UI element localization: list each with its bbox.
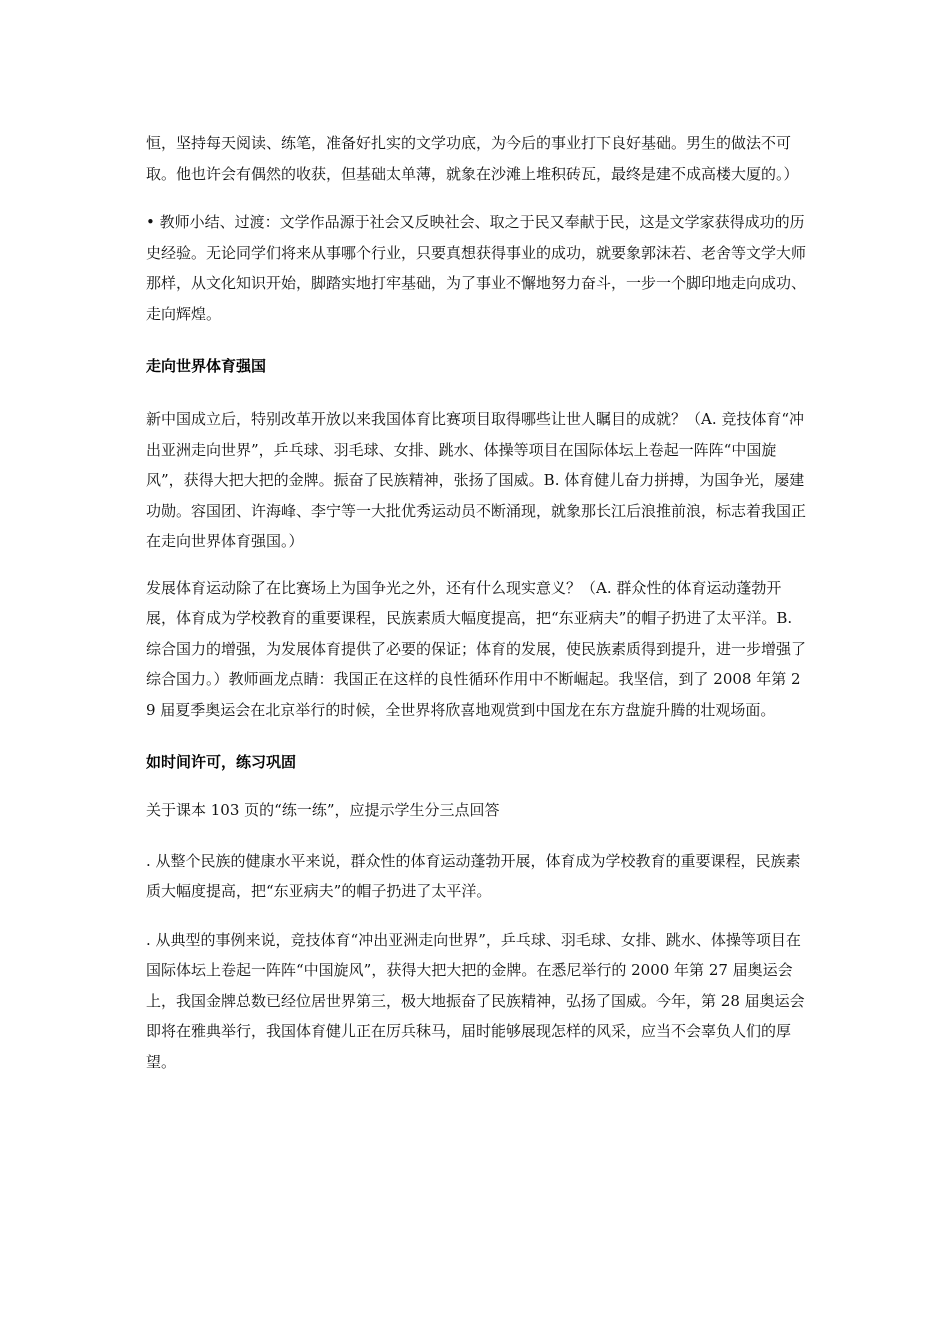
sports-significance-paragraph: 发展体育运动除了在比赛场上为国争光之外，还有什么现实意义？（A. 群众性的体育运动蓬勃开展，体育成为学校教育的重要课程，民族素质大幅度提高，把“东亚病夫”的帽子扔进了太平洋。B. 综合国力的增强，为发展体育提供了必要的保证；体育的发展，使民族素质得到提升，进一步增强了综合国力。）教师画龙点睛：我国正在这样的良性循环作用中不断崛起。我坚信，到了 2008 年第 29 届夏季奥运会在北京举行的时候，全世界将欣喜地观赏到中国龙在东方盘旋升腾的壮观场面。	[146, 578, 807, 719]
sports-achievements-paragraph: 新中国成立后，特别改革开放以来我国体育比赛项目取得哪些让世人瞩目的成就？（A. 竞技体育“冲出亚洲走向世界”，乒乓球、羽毛球、女排、跳水、体操等项目在国际体坛上卷起一阵阵“中国旋风”，获得大把大把的金牌。振奋了民族精神，张扬了国威。B. 体育健儿奋力拼搏，为国争光，屡建功勋。容国团、许海峰、李宁等一大批优秀运动员不断涌现，就象那长江后浪推前浪，标志着我国正在走向世界体育强国。）	[146, 410, 807, 550]
section-heading-sports: 走向世界体育强国	[146, 357, 267, 375]
practice-point-2: . 从典型的事例来说，竞技体育“冲出亚洲走向世界”，乒乓球、羽毛球、女排、跳水、体操等项目在国际体坛上卷起一阵阵“中国旋风”，获得大把大把的金牌。在悉尼举行的 2000 年第 27 届奥运会上，我国金牌总数已经位居世界第三，极大地振奋了民族精神，弘扬了国威。今年，第 28 届奥运会即将在雅典举行，我国体育健儿正在厉兵秣马，届时能够展现怎样的风采，应当不会辜负人们的厚望。	[146, 930, 805, 1071]
teacher-summary-paragraph: • 教师小结、过渡：文学作品源于社会又反映社会、取之于民又奉献于民，这是文学家获得成功的历史经验。无论同学们将来从事哪个行业，只要真想获得事业的成功，就要象郭沫若、老舍等文学大师那样，从文化知识开始，脚踏实地打牢基础，为了事业不懈地努力奋斗，一步一个脚印地走向成功、走向辉煌。	[146, 213, 807, 323]
practice-intro-paragraph: 关于课本 103 页的“练一练”，应提示学生分三点回答	[146, 801, 500, 819]
practice-point-1: . 从整个民族的健康水平来说，群众性的体育运动蓬勃开展，体育成为学校教育的重要课程，民族素质大幅度提高，把“东亚病夫”的帽子扔进了太平洋。	[146, 851, 801, 900]
document-body	[146, 128, 806, 1077]
intro-paragraph: 恒，坚持每天阅读、练笔，准备好扎实的文学功底，为今后的事业打下良好基础。男生的做法不可取。他也许会有偶然的收获，但基础太单薄，就象在沙滩上堆积砖瓦，最终是建不成高楼大厦的。）	[146, 134, 799, 183]
section-heading-practice: 如时间许可，练习巩固	[146, 753, 297, 771]
